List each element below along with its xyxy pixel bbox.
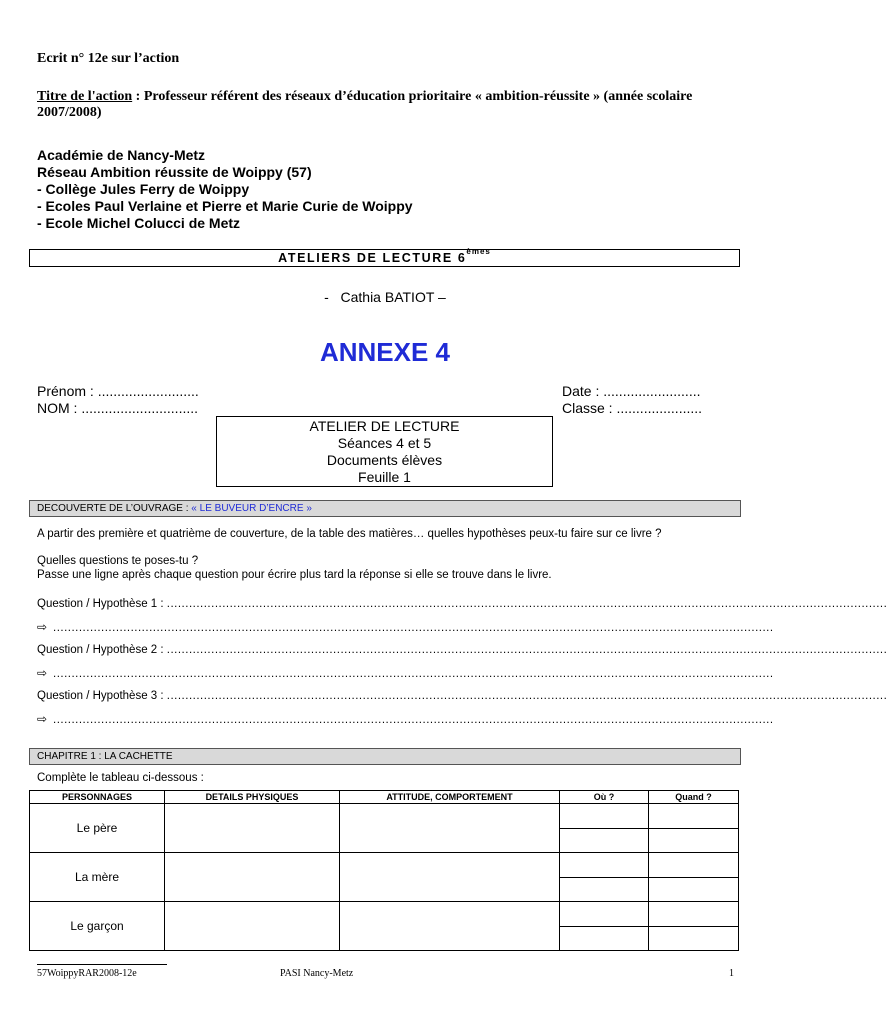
attitude-cell[interactable] — [340, 804, 560, 853]
section-chapter-header: CHAPITRE 1 : LA CACHETTE — [29, 748, 741, 765]
col-header-attitude: ATTITUDE, COMPORTEMENT — [340, 791, 560, 804]
question-label-3: Question / Hypothèse 3 : — [37, 690, 167, 702]
question-dots-2: ................................................................................................................................................................................................... — [166, 644, 887, 656]
section-discovery-label: DECOUVERTE DE L’OUVRAGE : — [37, 503, 192, 514]
answer-dots-1: ................................................................................................................................................................................................... — [53, 622, 774, 634]
table-row — [30, 902, 739, 951]
college-line: - Collège Jules Ferry de Woippy — [37, 181, 250, 197]
lastname-field[interactable]: NOM : .............................. — [37, 400, 199, 416]
where-cell[interactable] — [560, 902, 649, 951]
question-dots-1: ................................................................................................................................................................................................... — [166, 598, 887, 610]
question-line-1[interactable] — [37, 597, 887, 611]
info-documents: Documents élèves — [326, 452, 443, 468]
attitude-cell[interactable] — [340, 902, 560, 951]
when-cell[interactable] — [649, 902, 739, 951]
academy-line: Académie de Nancy-Metz — [37, 147, 206, 163]
answer-line-1[interactable] — [37, 620, 774, 635]
table-header-row — [30, 791, 739, 804]
physical-cell[interactable] — [165, 804, 340, 853]
workshop-title-sup: èmes — [466, 247, 491, 256]
info-workshop: ATELIER DE LECTURE — [309, 418, 460, 434]
col-header-where: Où ? — [560, 791, 649, 804]
workshop-info-box — [216, 416, 553, 487]
answer-dots-2: ................................................................................................................................................................................................... — [53, 668, 774, 680]
question-line-2[interactable] — [37, 643, 887, 657]
col-header-characters: PERSONNAGES — [30, 791, 165, 804]
author-line: - Cathia BATIOT – — [324, 289, 446, 305]
schools-line: - Ecoles Paul Verlaine et Pierre et Marie Curie de Woippy — [37, 198, 413, 214]
where-cell[interactable] — [560, 804, 649, 853]
school-line: - Ecole Michel Colucci de Metz — [37, 215, 241, 231]
book-title: « LE BUVEUR D’ENCRE » — [191, 503, 312, 514]
action-title — [37, 89, 737, 121]
table-row — [30, 853, 739, 902]
col-header-physical: DETAILS PHYSIQUES — [165, 791, 340, 804]
network-line: Réseau Ambition réussite de Woippy (57) — [37, 164, 312, 180]
when-cell[interactable] — [649, 804, 739, 853]
document-label: Ecrit n° 12e sur l’action — [37, 51, 180, 66]
answer-arrow-icon: ⇨ — [37, 712, 48, 726]
question-label-1: Question / Hypothèse 1 : — [37, 598, 167, 610]
physical-cell[interactable] — [165, 853, 340, 902]
physical-cell[interactable] — [165, 902, 340, 951]
discovery-instruction-3: Passe une ligne après chaque question pour écrire plus tard la réponse si elle se trouve dans le livre. — [37, 569, 552, 581]
page-number: 1 — [729, 968, 734, 979]
action-title-text: : Professeur référent des réseaux d’éducation prioritaire « ambition-réussite » (année scolaire 2007/2008) — [37, 89, 693, 120]
attitude-cell[interactable] — [340, 853, 560, 902]
where-cell[interactable] — [560, 853, 649, 902]
organisation-block — [37, 147, 413, 232]
when-cell[interactable] — [649, 853, 739, 902]
class-field[interactable]: Classe : ...................... — [562, 400, 703, 416]
characters-table — [29, 790, 739, 951]
firstname-field[interactable]: Prénom : .......................... — [37, 383, 199, 399]
character-name: Le père — [30, 804, 165, 853]
info-sessions: Séances 4 et 5 — [337, 435, 432, 451]
footer-reference: 57WoippyRAR2008-12e — [37, 968, 137, 979]
answer-line-3[interactable] — [37, 712, 774, 727]
footer-center: PASI Nancy-Metz — [280, 968, 354, 979]
annex-title: ANNEXE 4 — [319, 337, 451, 367]
question-dots-3: ................................................................................................................................................................................................... — [166, 690, 887, 702]
character-name: Le garçon — [30, 902, 165, 951]
answer-arrow-icon: ⇨ — [37, 620, 48, 634]
section-discovery-header — [29, 500, 741, 517]
info-sheet: Feuille 1 — [358, 469, 411, 485]
workshop-title: ATELIERS DE LECTURE 6 — [278, 251, 467, 265]
footer-rule — [37, 964, 167, 965]
answer-dots-3: ................................................................................................................................................................................................... — [53, 714, 774, 726]
answer-arrow-icon: ⇨ — [37, 666, 48, 680]
discovery-instruction-2: Quelles questions te poses-tu ? — [37, 555, 199, 567]
question-label-2: Question / Hypothèse 2 : — [37, 644, 167, 656]
discovery-instruction-1: A partir des première et quatrième de couverture, de la table des matières… quelles hypothèses peux-tu faire sur ce livre ? — [37, 528, 662, 540]
character-name: La mère — [30, 853, 165, 902]
action-title-label: Titre de l'action — [37, 89, 133, 104]
table-row — [30, 804, 739, 853]
table-instruction: Complète le tableau ci-dessous : — [37, 772, 204, 784]
col-header-when: Quand ? — [649, 791, 739, 804]
workshop-title-bar — [29, 249, 740, 267]
date-field[interactable]: Date : ......................... — [562, 383, 701, 399]
question-line-3[interactable] — [37, 689, 887, 703]
answer-line-2[interactable] — [37, 666, 774, 681]
